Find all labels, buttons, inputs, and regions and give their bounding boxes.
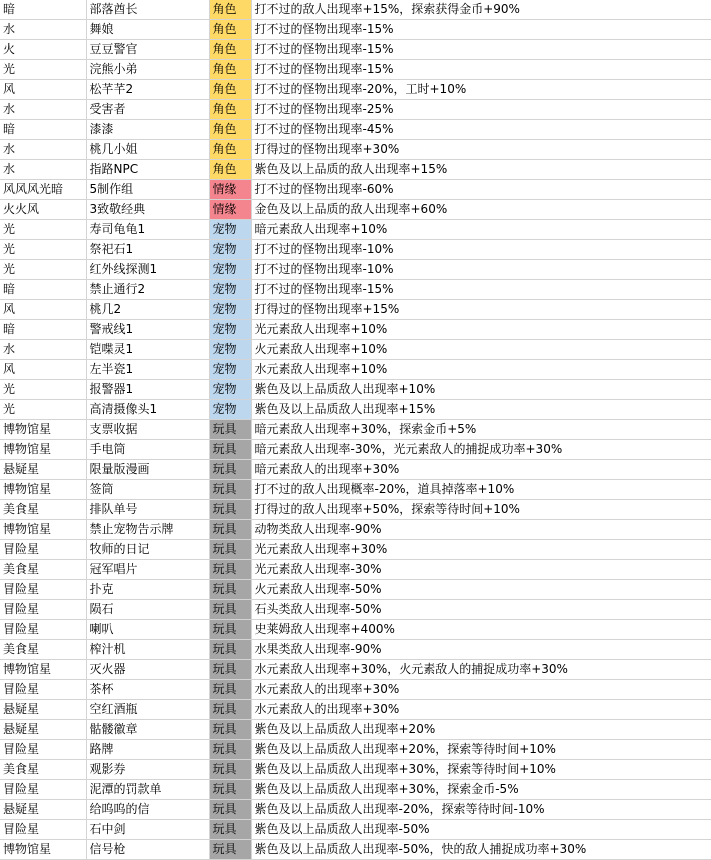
- table-row: [0, 120, 711, 140]
- effect-cell[interactable]: 紫色及以上品质的敌人出现率+15%: [251, 160, 711, 180]
- name-cell[interactable]: 签筒: [86, 480, 209, 500]
- name-cell[interactable]: 限量版漫画: [86, 460, 209, 480]
- category-cell[interactable]: 宠物: [209, 380, 251, 400]
- table-row: [0, 60, 711, 80]
- table-row: [0, 520, 711, 540]
- element-cell[interactable]: 美食星: [0, 640, 86, 660]
- element-cell[interactable]: 光: [0, 260, 86, 280]
- category-cell[interactable]: 玩具: [209, 420, 251, 440]
- element-cell[interactable]: 水: [0, 100, 86, 120]
- effect-cell[interactable]: 打不过的敌人出现率+15%，探索获得金币+90%: [251, 0, 711, 20]
- effect-cell[interactable]: 石头类敌人出现率-50%: [251, 600, 711, 620]
- name-cell[interactable]: 陨石: [86, 600, 209, 620]
- table-row: [0, 140, 711, 160]
- element-cell[interactable]: 博物馆星: [0, 440, 86, 460]
- effect-cell[interactable]: 打不过的怪物出现率-15%: [251, 40, 711, 60]
- category-cell[interactable]: 宠物: [209, 240, 251, 260]
- table-row: [0, 840, 711, 860]
- category-cell[interactable]: 宠物: [209, 360, 251, 380]
- name-cell[interactable]: 灭火器: [86, 660, 209, 680]
- element-cell[interactable]: 暗: [0, 320, 86, 340]
- element-cell[interactable]: 光: [0, 60, 86, 80]
- effect-cell[interactable]: 紫色及以上品质敌人出现率+10%: [251, 380, 711, 400]
- table-row: [0, 780, 711, 800]
- element-cell[interactable]: 光: [0, 240, 86, 260]
- name-cell[interactable]: 警戒线1: [86, 320, 209, 340]
- table-row: [0, 680, 711, 700]
- category-cell[interactable]: 情缘: [209, 180, 251, 200]
- table-row: [0, 800, 711, 820]
- name-cell[interactable]: 受害者: [86, 100, 209, 120]
- effect-cell[interactable]: 紫色及以上品质敌人出现率+20%，探索等待时间+10%: [251, 740, 711, 760]
- category-cell[interactable]: 宠物: [209, 400, 251, 420]
- table-row: [0, 160, 711, 180]
- element-cell[interactable]: 美食星: [0, 500, 86, 520]
- category-cell[interactable]: 宠物: [209, 220, 251, 240]
- name-cell[interactable]: 榨汁机: [86, 640, 209, 660]
- table-row: [0, 0, 711, 20]
- name-cell[interactable]: 禁止通行2: [86, 280, 209, 300]
- effect-cell[interactable]: 火元素敌人出现率+10%: [251, 340, 711, 360]
- table-row: [0, 580, 711, 600]
- table-row: [0, 600, 711, 620]
- effect-cell[interactable]: 打不过的怪物出现率-10%: [251, 240, 711, 260]
- effect-cell[interactable]: 打得过的敌人出现率+50%，探索等待时间+10%: [251, 500, 711, 520]
- table-row: [0, 280, 711, 300]
- category-cell[interactable]: 情缘: [209, 200, 251, 220]
- table-row: [0, 560, 711, 580]
- table-row: [0, 260, 711, 280]
- element-cell[interactable]: 悬疑星: [0, 720, 86, 740]
- category-cell[interactable]: 宠物: [209, 300, 251, 320]
- category-cell[interactable]: 玩具: [209, 760, 251, 780]
- table-row: [0, 500, 711, 520]
- effect-cell[interactable]: 打不过的怪物出现率-45%: [251, 120, 711, 140]
- element-cell[interactable]: 水: [0, 20, 86, 40]
- element-cell[interactable]: 冒险星: [0, 740, 86, 760]
- table-row: [0, 180, 711, 200]
- effect-cell[interactable]: 史莱姆敌人出现率+400%: [251, 620, 711, 640]
- category-cell[interactable]: 角色: [209, 60, 251, 80]
- element-cell[interactable]: 暗: [0, 0, 86, 20]
- effect-cell[interactable]: 暗元素敌人的出现率+30%: [251, 460, 711, 480]
- category-cell[interactable]: 玩具: [209, 600, 251, 620]
- category-cell[interactable]: 角色: [209, 160, 251, 180]
- name-cell[interactable]: 石中剑: [86, 820, 209, 840]
- effect-cell[interactable]: 水元素敌人出现率+30%，火元素敌人的捕捉成功率+30%: [251, 660, 711, 680]
- name-cell[interactable]: 冠军唱片: [86, 560, 209, 580]
- table-row: [0, 620, 711, 640]
- effect-cell[interactable]: 打得过的怪物出现率+30%: [251, 140, 711, 160]
- name-cell[interactable]: 指路NPC: [86, 160, 209, 180]
- element-cell[interactable]: 风: [0, 80, 86, 100]
- effect-cell[interactable]: 光元素敌人出现率+30%: [251, 540, 711, 560]
- name-cell[interactable]: 松芊芊2: [86, 80, 209, 100]
- element-cell[interactable]: 水: [0, 340, 86, 360]
- category-cell[interactable]: 角色: [209, 100, 251, 120]
- effect-cell[interactable]: 水元素敌人出现率+10%: [251, 360, 711, 380]
- table-row: [0, 220, 711, 240]
- category-cell[interactable]: 玩具: [209, 680, 251, 700]
- category-cell[interactable]: 宠物: [209, 260, 251, 280]
- name-cell[interactable]: 扑克: [86, 580, 209, 600]
- element-cell[interactable]: 悬疑星: [0, 460, 86, 480]
- effect-cell[interactable]: 打不过的怪物出现率-60%: [251, 180, 711, 200]
- effect-cell[interactable]: 打得过的怪物出现率+15%: [251, 300, 711, 320]
- category-cell[interactable]: 玩具: [209, 800, 251, 820]
- category-cell[interactable]: 角色: [209, 120, 251, 140]
- category-cell[interactable]: 玩具: [209, 480, 251, 500]
- name-cell[interactable]: 信号枪: [86, 840, 209, 860]
- effect-cell[interactable]: 打不过的怪物出现率-10%: [251, 260, 711, 280]
- element-cell[interactable]: 光: [0, 400, 86, 420]
- effect-cell[interactable]: 火元素敌人出现率-50%: [251, 580, 711, 600]
- element-cell[interactable]: 风风风光暗: [0, 180, 86, 200]
- name-cell[interactable]: 桃几2: [86, 300, 209, 320]
- element-cell[interactable]: 水: [0, 140, 86, 160]
- effect-cell[interactable]: 暗元素敌人出现率+30%，探索金币+5%: [251, 420, 711, 440]
- name-cell[interactable]: 3致敬经典: [86, 200, 209, 220]
- category-cell[interactable]: 玩具: [209, 580, 251, 600]
- table-row: [0, 320, 711, 340]
- category-cell[interactable]: 玩具: [209, 500, 251, 520]
- name-cell[interactable]: 豆豆警官: [86, 40, 209, 60]
- element-cell[interactable]: 火: [0, 40, 86, 60]
- name-cell[interactable]: 支票收据: [86, 420, 209, 440]
- table-row: [0, 460, 711, 480]
- category-cell[interactable]: 角色: [209, 0, 251, 20]
- name-cell[interactable]: 左半瓷1: [86, 360, 209, 380]
- element-cell[interactable]: 冒险星: [0, 540, 86, 560]
- element-cell[interactable]: 博物馆星: [0, 480, 86, 500]
- effect-cell[interactable]: 打不过的敌人出现概率-20%，道具掉落率+10%: [251, 480, 711, 500]
- category-cell[interactable]: 玩具: [209, 700, 251, 720]
- element-cell[interactable]: 美食星: [0, 560, 86, 580]
- category-cell[interactable]: 玩具: [209, 660, 251, 680]
- category-cell[interactable]: 玩具: [209, 820, 251, 840]
- name-cell[interactable]: 漆漆: [86, 120, 209, 140]
- effect-cell[interactable]: 暗元素敌人出现率+10%: [251, 220, 711, 240]
- element-cell[interactable]: 博物馆星: [0, 520, 86, 540]
- table-row: [0, 640, 711, 660]
- name-cell[interactable]: 桃几小姐: [86, 140, 209, 160]
- table-row: [0, 380, 711, 400]
- category-cell[interactable]: 角色: [209, 80, 251, 100]
- name-cell[interactable]: 给呜呜的信: [86, 800, 209, 820]
- category-cell[interactable]: 玩具: [209, 740, 251, 760]
- table-row: [0, 40, 711, 60]
- effect-cell[interactable]: 紫色及以上品质敌人出现率+20%: [251, 720, 711, 740]
- element-cell[interactable]: 冒险星: [0, 620, 86, 640]
- name-cell[interactable]: 空红酒瓶: [86, 700, 209, 720]
- name-cell[interactable]: 红外线探测1: [86, 260, 209, 280]
- table-row: [0, 80, 711, 100]
- table-row: [0, 740, 711, 760]
- name-cell[interactable]: 寿司龟龟1: [86, 220, 209, 240]
- effect-cell[interactable]: 光元素敌人出现率-30%: [251, 560, 711, 580]
- name-cell[interactable]: 铠喋灵1: [86, 340, 209, 360]
- element-cell[interactable]: 冒险星: [0, 580, 86, 600]
- table-row: [0, 400, 711, 420]
- element-cell[interactable]: 风: [0, 360, 86, 380]
- table-row: [0, 340, 711, 360]
- table-row: [0, 540, 711, 560]
- effect-cell[interactable]: 打不过的怪物出现率-25%: [251, 100, 711, 120]
- name-cell[interactable]: 牧师的日记: [86, 540, 209, 560]
- category-cell[interactable]: 角色: [209, 40, 251, 60]
- element-cell[interactable]: 博物馆星: [0, 660, 86, 680]
- table-row: [0, 760, 711, 780]
- name-cell[interactable]: 祭祀石1: [86, 240, 209, 260]
- effect-cell[interactable]: 紫色及以上品质敌人出现率-20%，探索等待时间-10%: [251, 800, 711, 820]
- category-cell[interactable]: 角色: [209, 140, 251, 160]
- element-cell[interactable]: 光: [0, 220, 86, 240]
- name-cell[interactable]: 路牌: [86, 740, 209, 760]
- name-cell[interactable]: 舞娘: [86, 20, 209, 40]
- name-cell[interactable]: 报警器1: [86, 380, 209, 400]
- category-cell[interactable]: 玩具: [209, 520, 251, 540]
- effect-cell[interactable]: 打不过的怪物出现率-15%: [251, 60, 711, 80]
- element-cell[interactable]: 冒险星: [0, 600, 86, 620]
- effect-cell[interactable]: 紫色及以上品质敌人出现率-50%，快的敌人捕捉成功率+30%: [251, 840, 711, 860]
- effect-cell[interactable]: 打不过的怪物出现率-15%: [251, 280, 711, 300]
- table-row: [0, 100, 711, 120]
- effect-cell[interactable]: 紫色及以上品质敌人出现率+30%，探索等待时间+10%: [251, 760, 711, 780]
- category-cell[interactable]: 玩具: [209, 620, 251, 640]
- effect-cell[interactable]: 紫色及以上品质敌人出现率+15%: [251, 400, 711, 420]
- table-row: [0, 660, 711, 680]
- element-cell[interactable]: 博物馆星: [0, 420, 86, 440]
- element-cell[interactable]: 火火风: [0, 200, 86, 220]
- category-cell[interactable]: 玩具: [209, 440, 251, 460]
- effect-cell[interactable]: 打不过的怪物出现率-15%: [251, 20, 711, 40]
- effect-cell[interactable]: 暗元素敌人出现率-30%，光元素敌人的捕捉成功率+30%: [251, 440, 711, 460]
- category-cell[interactable]: 角色: [209, 20, 251, 40]
- table-row: [0, 300, 711, 320]
- effect-cell[interactable]: 水果类敌人出现率-90%: [251, 640, 711, 660]
- name-cell[interactable]: 浣熊小弟: [86, 60, 209, 80]
- element-cell[interactable]: 风: [0, 300, 86, 320]
- effect-cell[interactable]: 水元素敌人的出现率+30%: [251, 680, 711, 700]
- name-cell[interactable]: 手电筒: [86, 440, 209, 460]
- table-row: [0, 440, 711, 460]
- effect-cell[interactable]: 打不过的怪物出现率-20%，工时+10%: [251, 80, 711, 100]
- effect-cell[interactable]: 水元素敌人的出现率+30%: [251, 700, 711, 720]
- category-cell[interactable]: 玩具: [209, 640, 251, 660]
- element-cell[interactable]: 冒险星: [0, 680, 86, 700]
- name-cell[interactable]: 泥潭的罚款单: [86, 780, 209, 800]
- category-cell[interactable]: 宠物: [209, 280, 251, 300]
- name-cell[interactable]: 观影券: [86, 760, 209, 780]
- effect-cell[interactable]: 紫色及以上品质敌人出现率-50%: [251, 820, 711, 840]
- name-cell[interactable]: 排队单号: [86, 500, 209, 520]
- name-cell[interactable]: 部落酋长: [86, 0, 209, 20]
- effect-cell[interactable]: 动物类敌人出现率-90%: [251, 520, 711, 540]
- name-cell[interactable]: 禁止宠物告示牌: [86, 520, 209, 540]
- name-cell[interactable]: 喇叭: [86, 620, 209, 640]
- element-cell[interactable]: 冒险星: [0, 780, 86, 800]
- element-cell[interactable]: 博物馆星: [0, 840, 86, 860]
- category-cell[interactable]: 玩具: [209, 720, 251, 740]
- category-cell[interactable]: 玩具: [209, 540, 251, 560]
- table-row: [0, 240, 711, 260]
- name-cell[interactable]: 茶杯: [86, 680, 209, 700]
- category-cell[interactable]: 玩具: [209, 840, 251, 860]
- element-cell[interactable]: 光: [0, 380, 86, 400]
- element-cell[interactable]: 悬疑星: [0, 700, 86, 720]
- effect-cell[interactable]: 光元素敌人出现率+10%: [251, 320, 711, 340]
- element-cell[interactable]: 水: [0, 160, 86, 180]
- element-cell[interactable]: 悬疑星: [0, 800, 86, 820]
- table-row: [0, 480, 711, 500]
- effect-cell[interactable]: 金色及以上品质的敌人出现率+60%: [251, 200, 711, 220]
- table-row: [0, 200, 711, 220]
- category-cell[interactable]: 玩具: [209, 780, 251, 800]
- element-cell[interactable]: 冒险星: [0, 820, 86, 840]
- category-cell[interactable]: 宠物: [209, 320, 251, 340]
- effect-cell[interactable]: 紫色及以上品质敌人出现率+30%，探索金币-5%: [251, 780, 711, 800]
- element-cell[interactable]: 暗: [0, 120, 86, 140]
- name-cell[interactable]: 骷髅徽章: [86, 720, 209, 740]
- table-row: [0, 700, 711, 720]
- category-cell[interactable]: 玩具: [209, 460, 251, 480]
- element-cell[interactable]: 美食星: [0, 760, 86, 780]
- table-row: [0, 420, 711, 440]
- category-cell[interactable]: 玩具: [209, 560, 251, 580]
- table-row: [0, 820, 711, 840]
- category-cell[interactable]: 宠物: [209, 340, 251, 360]
- name-cell[interactable]: 5制作组: [86, 180, 209, 200]
- table-row: [0, 20, 711, 40]
- name-cell[interactable]: 高清摄像头1: [86, 400, 209, 420]
- table-row: [0, 720, 711, 740]
- table-row: [0, 360, 711, 380]
- element-cell[interactable]: 暗: [0, 280, 86, 300]
